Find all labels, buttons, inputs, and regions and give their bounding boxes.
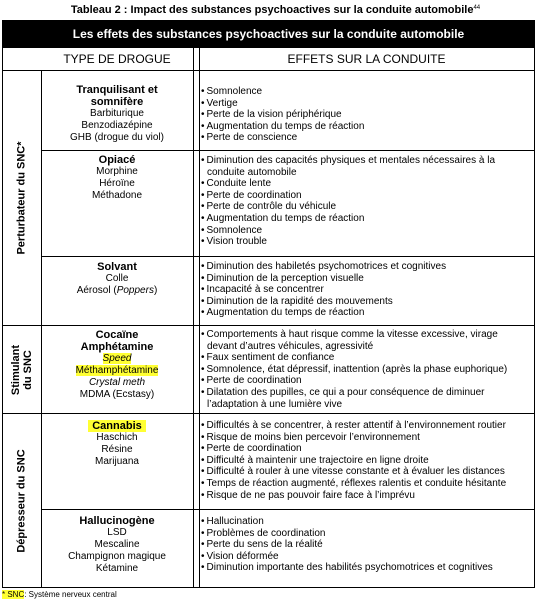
drug-example: Champignon magique (68, 551, 166, 562)
effect-item: • Difficulté à maintenir une trajectoire en ligne droite (199, 455, 529, 467)
effect-item: • Perte du sens de la réalité (199, 539, 529, 551)
effect-item: • Perte de coordination (199, 375, 529, 387)
column-header-effects: EFFETS SUR LA CONDUITE (199, 48, 534, 71)
drug-example: Méthadone (91, 190, 143, 201)
divider (41, 256, 534, 257)
effects-list-hallucinogene (199, 516, 529, 574)
effect-item: • Somnolence (199, 225, 529, 237)
effects-list-solvant (199, 261, 529, 319)
drug-example: Marijuana (95, 456, 139, 467)
drug-cell-stimulant (41, 329, 193, 401)
table-header: Les effets des substances psychoactives sur la conduite automobile (3, 21, 534, 48)
effect-item: • Perte de conscience (199, 132, 529, 144)
effect-item: • Comportements à haut risque comme la vitesse excessive, virage devant d’autres véhicules, agressivité (199, 329, 529, 352)
footnote (2, 590, 117, 600)
divider (41, 150, 534, 151)
drug-example: Kétamine (95, 563, 139, 574)
effect-item: • Vertige (199, 98, 529, 110)
drug-example: LSD (107, 527, 127, 538)
drug-example: Crystal meth (88, 377, 146, 388)
effect-item: • Dilatation des pupilles, ce qui a pour conséquence de diminuer l’adaptation à une lumière vive (199, 387, 529, 410)
drug-example: Speed (102, 353, 132, 364)
effect-item: • Diminution importante des habilités psychomotrices et cognitives (199, 562, 529, 574)
effect-item: • Temps de réaction augmenté, réflexes ralentis et conduite hésitante (199, 478, 529, 490)
drug-example: Héroïne (99, 178, 135, 189)
category-label: Dépresseur du SNC (16, 449, 28, 553)
effect-item: • Difficulté à rouler à une vitesse constante et à évaluer les distances (199, 466, 529, 478)
effect-item: • Augmentation du temps de réaction (199, 121, 529, 133)
effect-item: • Problèmes de coordination (199, 528, 529, 540)
effect-item: • Perte de contrôle du véhicule (199, 201, 529, 213)
drug-name: Cannabis (41, 420, 193, 432)
effect-item: • Diminution de la rapidité des mouvements (199, 296, 529, 308)
category-stimulant (3, 326, 41, 413)
divider (3, 325, 534, 326)
category-depresseur (3, 414, 41, 588)
divider (41, 509, 534, 510)
effect-item: • Hallucination (199, 516, 529, 528)
drug-example: Mescaline (94, 539, 140, 550)
effects-table (2, 20, 535, 588)
effect-item: • Perte de la vision périphérique (199, 109, 529, 121)
table-caption (0, 2, 551, 17)
drug-example: Morphine (96, 166, 138, 177)
effects-list-stimulant (199, 329, 529, 410)
effect-item: • Risque de moins bien percevoir l’environnement (199, 432, 529, 444)
drug-example: Colle (105, 273, 129, 284)
effect-item: • Augmentation du temps de réaction (199, 307, 529, 319)
effect-item: • Diminution de la perception visuelle (199, 273, 529, 285)
effect-item: • Perte de coordination (199, 443, 529, 455)
effect-item: • Vision déformée (199, 551, 529, 563)
drug-name: Amphétamine (80, 341, 154, 353)
column-header-drug: TYPE DE DROGUE (41, 48, 193, 71)
drug-example: Barbiturique (90, 108, 144, 119)
drug-cell-cannabis (41, 420, 193, 468)
drug-name: Hallucinogène (79, 515, 155, 527)
effects-list-tranquilisant (199, 86, 529, 144)
category-perturbateur (3, 71, 41, 325)
drug-cell-tranquilisant (41, 84, 193, 144)
caption-ref: 44 (473, 5, 481, 11)
caption-text: Tableau 2 : Impact des substances psychoactives sur la conduite automobile (70, 4, 474, 16)
drug-name: Cocaïne (95, 329, 139, 341)
effect-item: • Diminution des habiletés psychomotrices et cognitives (199, 261, 529, 273)
category-label: Perturbateur du SNC* (16, 141, 29, 255)
drug-name: Opiacé (98, 154, 136, 166)
effect-item: • Perte de coordination (199, 190, 529, 202)
divider (3, 413, 534, 414)
drug-example: MDMA (Ecstasy) (79, 389, 155, 400)
drug-name: Tranquilisant et (76, 84, 158, 96)
effect-item: • Augmentation du temps de réaction (199, 213, 529, 225)
effect-item: • Diminution des capacités physiques et mentales nécessaires à la conduite automobile (199, 155, 529, 178)
effect-item: • Incapacité à se concentrer (199, 284, 529, 296)
drug-cell-opiace (41, 154, 193, 202)
drug-example: Haschich (96, 432, 138, 443)
drug-cell-solvant (41, 261, 193, 297)
effect-item: • Faux sentiment de confiance (199, 352, 529, 364)
effect-item: • Vision trouble (199, 236, 529, 248)
divider (3, 70, 534, 71)
effects-list-cannabis (199, 420, 529, 501)
effect-item: • Risque de ne pas pouvoir faire face à l’imprévu (199, 490, 529, 502)
effect-item: • Somnolence, état dépressif, inattention (après la phase euphorique) (199, 364, 529, 376)
effects-list-opiace (199, 155, 529, 248)
effect-item: • Somnolence (199, 86, 529, 98)
drug-example: GHB (drogue du viol) (70, 132, 164, 143)
effect-item: • Difficultés à se concentrer, à rester attentif à l’environnement routier (199, 420, 529, 432)
category-label: Stimulant du SNC (10, 344, 34, 395)
drug-name: Solvant (97, 261, 137, 273)
divider (193, 48, 194, 588)
drug-example: Résine (101, 444, 133, 455)
drug-example: Aérosol (Poppers) (76, 285, 158, 296)
drug-example: Benzodiazépine (81, 120, 153, 131)
drug-cell-hallucinogene (41, 515, 193, 575)
drug-example: Méthamphétamine (75, 365, 159, 376)
footnote-key: * SNC (2, 590, 25, 599)
drug-name: somnifère (90, 96, 144, 108)
footnote-text: : Système nerveux central (24, 590, 117, 599)
effect-item: • Conduite lente (199, 178, 529, 190)
